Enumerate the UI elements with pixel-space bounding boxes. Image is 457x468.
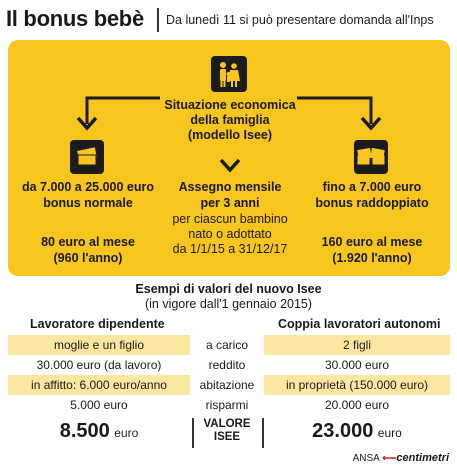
middle-branch-line5: da 1/1/15 a 31/12/17: [172, 242, 288, 256]
arrow-icon: ⟵: [382, 453, 397, 464]
right-branch-monthly: 160 euro al mese: [321, 235, 423, 249]
self-employed-cell: 2 figli: [264, 335, 450, 355]
page-title: Il bonus bebè: [6, 6, 144, 31]
table-row: [8, 375, 450, 395]
isee-value-line2: ISEE: [213, 431, 241, 443]
table-row: [8, 395, 450, 415]
self-employed-cell: in proprietà (150.000 euro): [264, 375, 450, 395]
category-cell: abitazione: [194, 375, 260, 395]
middle-branch-line1: Assegno mensile: [178, 180, 282, 194]
examples-title: Esempi di valori del nuovo Isee: [135, 282, 322, 296]
right-branch-range: fino a 7.000 euro: [322, 180, 422, 194]
employee-cell: moglie e un figlio: [8, 335, 190, 355]
family-icon: [211, 56, 247, 92]
self-employed-total-value: 23.000: [312, 420, 374, 442]
double-banknote-icon: [354, 140, 388, 174]
right-branch-yearly: (1.920 l'anno): [332, 251, 412, 265]
employee-total-value: 8.500: [59, 420, 110, 442]
employee-total-unit: euro: [114, 426, 139, 440]
agency-name: ANSA: [352, 453, 380, 464]
left-branch-yearly: (960 l'anno): [53, 251, 123, 265]
employee-cell: 30.000 euro (da lavoro): [8, 355, 190, 375]
employee-total: [8, 420, 190, 443]
table-row: [8, 355, 450, 375]
table-row: [8, 335, 450, 355]
category-cell: a carico: [194, 335, 260, 355]
isee-label-line2: della famiglia: [190, 113, 270, 127]
brand-name: centimetri: [396, 452, 449, 464]
left-branch-monthly: 80 euro al mese: [41, 235, 135, 249]
category-cell: risparmi: [194, 395, 260, 415]
source-credit: [353, 452, 449, 464]
self-employed-cell: 30.000 euro: [264, 355, 450, 375]
right-branch-label: bonus raddoppiato: [315, 196, 429, 210]
page-subtitle: Da lunedì 11 si può presentare domanda all'Inps: [166, 13, 434, 27]
isee-value-line1: VALORE: [203, 418, 251, 430]
middle-branch-line2: per 3 anni: [200, 196, 260, 210]
banknote-icon: [70, 140, 104, 174]
isee-label-line3: (modello Isee): [187, 128, 273, 142]
left-branch-range: da 7.000 a 25.000 euro: [21, 180, 155, 194]
self-employed-heading: Coppia lavoratori autonomi: [278, 317, 441, 331]
middle-branch-line3: per ciascun bambino: [172, 212, 288, 226]
middle-branch-line4: nato o adottato: [188, 227, 272, 241]
left-branch-label: bonus normale: [43, 196, 133, 210]
category-cell: reddito: [194, 355, 260, 375]
self-employed-total-unit: euro: [377, 426, 402, 440]
examples-subtitle: (in vigore dall'1 gennaio 2015): [144, 297, 313, 311]
isee-value-label: [194, 418, 260, 444]
isee-label-line1: Situazione economica: [164, 98, 296, 112]
employee-cell: in affitto: 6.000 euro/anno: [8, 375, 190, 395]
employee-cell: 5.000 euro: [8, 395, 190, 415]
self-employed-total: [264, 420, 450, 443]
employee-heading: Lavoratore dipendente: [30, 317, 165, 331]
self-employed-cell: 20.000 euro: [264, 395, 450, 415]
